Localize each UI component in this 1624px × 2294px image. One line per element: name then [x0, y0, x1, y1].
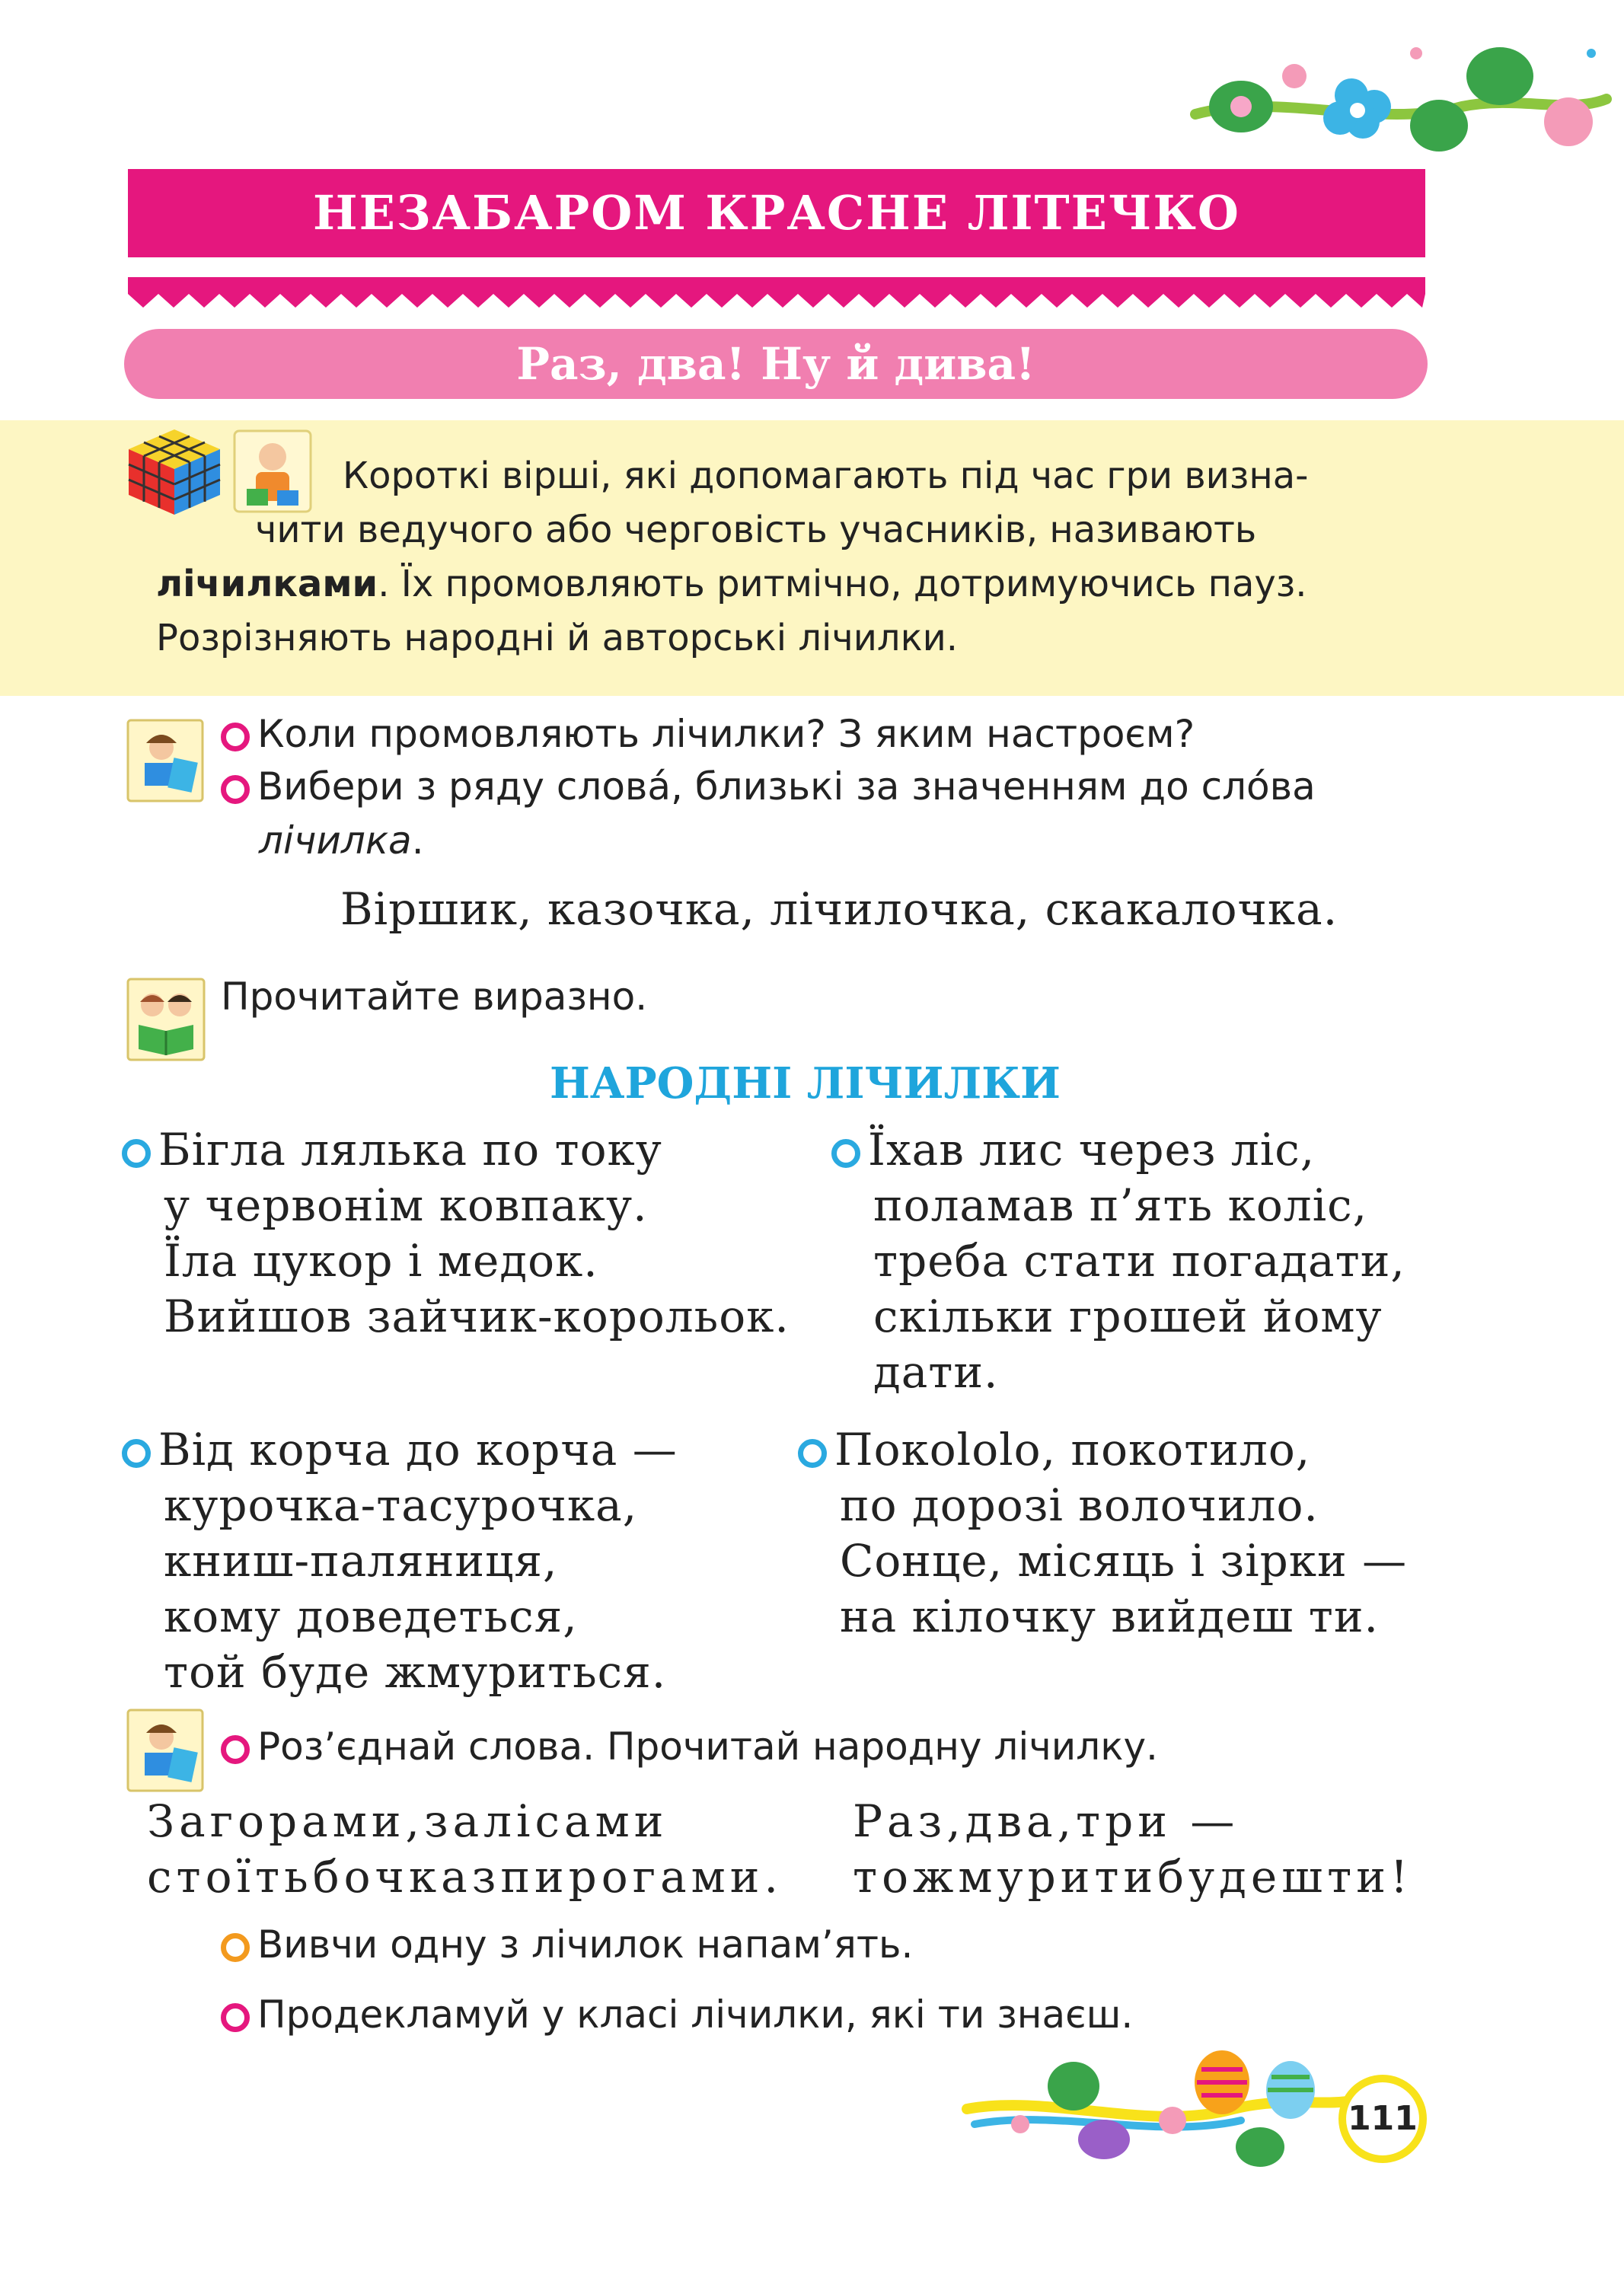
- definition-line-1: Короткі вірші, які допомагають під час гри визна-: [343, 455, 1309, 497]
- student-book-icon: [123, 1705, 207, 1795]
- poem-line: у червонім ковпаку.: [164, 1179, 648, 1231]
- definition-term: лічилками: [156, 563, 378, 605]
- extra-task-2-text: Продекламуй у класі лічилки, які ти знаєш.: [257, 1992, 1134, 2037]
- section-title: НАРОДНІ ЛІЧИЛКИ: [550, 1058, 1061, 1109]
- word-row: Віршик, казочка, лічилочка, скакалочка.: [340, 883, 1338, 935]
- poem-line-text: Їхав лис через ліс,: [868, 1124, 1316, 1176]
- poem-line: курочка-тасурочка,: [164, 1479, 638, 1531]
- poem-line: поламав п’ять коліс,: [873, 1179, 1368, 1231]
- page-number: 111: [1338, 2075, 1427, 2163]
- question-2: [221, 761, 1316, 812]
- pink-bullet-icon: [221, 2003, 250, 2032]
- pink-bullet-icon: [221, 1735, 250, 1764]
- blue-bullet-icon: [122, 1139, 151, 1168]
- question-2-term: лічилка: [259, 818, 412, 863]
- poem-line: той буде жмуриться.: [164, 1646, 667, 1698]
- poem-line: кому доведеться,: [164, 1590, 578, 1642]
- poem-line: скільки грошей йому: [873, 1291, 1383, 1342]
- poem-line-text: Покololo, покотило,: [834, 1424, 1311, 1476]
- flower-branch-decoration: [1188, 23, 1614, 175]
- poem-line: [122, 1122, 790, 1178]
- extra-task-2: [221, 1989, 1133, 2040]
- pink-bullet-icon: [221, 775, 250, 804]
- poem-line: по дорозі волочило.: [840, 1479, 1319, 1531]
- poem-line: Вийшов зайчик-корольок.: [164, 1291, 790, 1342]
- read-prompt: Прочитайте виразно.: [221, 975, 648, 1019]
- poem-line: книш-паляниця,: [164, 1535, 558, 1587]
- definition-line-2: чити ведучого або черговість учасників, називають: [255, 509, 1257, 551]
- poem-line: [798, 1422, 1407, 1478]
- extra-task-1-text: Вивчи одну з лічилок напам’ять.: [257, 1922, 914, 1967]
- orange-bullet-icon: [221, 1933, 250, 1962]
- poem-3: [122, 1422, 678, 1700]
- easter-eggs-decoration: [959, 2048, 1355, 2178]
- task-line: Загорами,залісами: [147, 1795, 668, 1847]
- question-2-end: .: [411, 818, 424, 863]
- definition-line-3: [156, 557, 1412, 611]
- task-instruction: [221, 1721, 1158, 1772]
- zigzag-divider: [128, 277, 1425, 308]
- question-1: [221, 708, 1195, 760]
- definition-text: [156, 449, 1412, 665]
- page-title: НЕЗАБАРОМ КРАСНЕ ЛІТЕЧКО: [128, 169, 1425, 257]
- poem-line: [122, 1422, 678, 1478]
- question-1-text: Коли промовляють лічилки? З яким настроєм?: [257, 712, 1195, 756]
- question-2-cont: [259, 815, 424, 866]
- task-line: тожмуритибудешти!: [853, 1851, 1413, 1903]
- task-right-block: [853, 1794, 1412, 1905]
- poem-2: [831, 1122, 1405, 1400]
- blue-bullet-icon: [122, 1439, 151, 1468]
- poem-line-text: Бігла лялька по току: [158, 1124, 662, 1176]
- question-2-text: Вибери з ряду слова́, близькі за значенням до сло́ва: [257, 764, 1316, 809]
- task-line: Раз,два,три —: [853, 1795, 1240, 1847]
- poem-1: [122, 1122, 790, 1345]
- task-line: стоїтьбочказпирогами.: [147, 1851, 783, 1903]
- student-book-icon: [123, 716, 207, 806]
- poem-line: [831, 1122, 1405, 1178]
- lesson-subtitle: Раз, два! Ну й дива!: [124, 329, 1428, 399]
- blue-bullet-icon: [831, 1139, 860, 1168]
- poem-line: Їла цукор і медок.: [164, 1235, 598, 1287]
- poem-line: на кілочку вийдеш ти.: [840, 1590, 1379, 1642]
- task-instruction-text: Роз’єднай слова. Прочитай народну лічилку.: [257, 1724, 1158, 1769]
- extra-task-1: [221, 1919, 913, 1970]
- definition-line-4: Розрізняють народні й авторські лічилки.: [156, 617, 959, 659]
- poem-line: дати.: [873, 1346, 999, 1398]
- blue-bullet-icon: [798, 1439, 827, 1468]
- children-reading-icon: [123, 975, 209, 1064]
- poem-4: [798, 1422, 1407, 1645]
- poem-line: треба стати погадати,: [873, 1235, 1405, 1287]
- pink-bullet-icon: [221, 723, 250, 751]
- task-left-block: [147, 1794, 783, 1905]
- poem-line-text: Від корча до корча —: [158, 1424, 678, 1476]
- poem-line: Сонце, місяць і зірки —: [840, 1535, 1408, 1587]
- definition-line-3-rest: . Їх промовляють ритмічно, дотримуючись пауз.: [378, 563, 1307, 605]
